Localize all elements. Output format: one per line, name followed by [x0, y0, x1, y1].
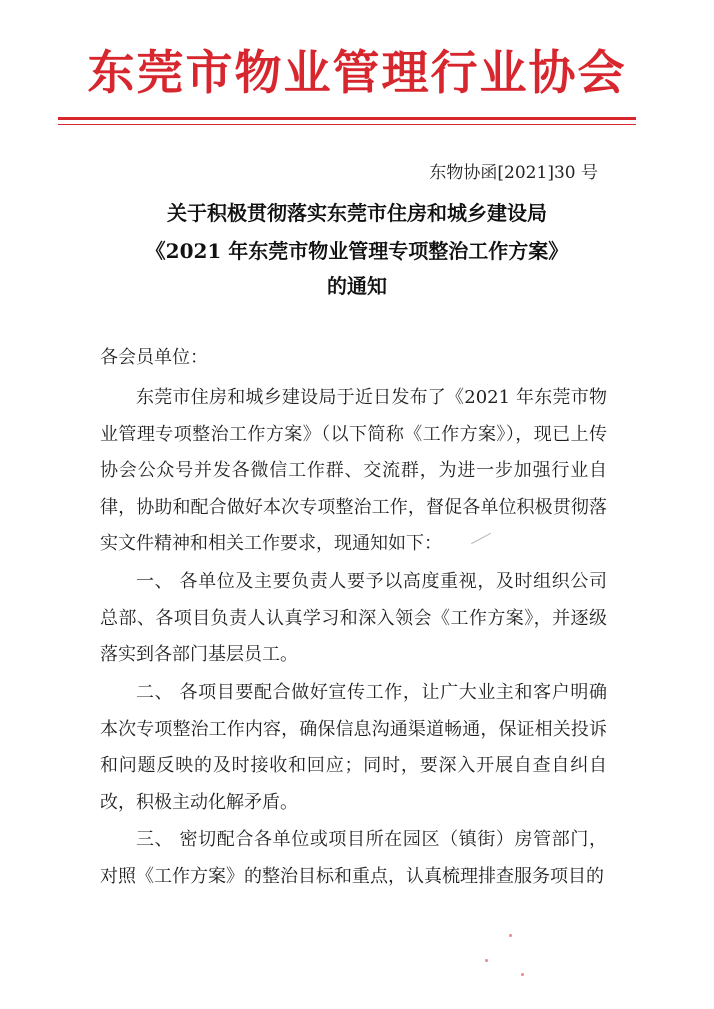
scan-speck — [485, 959, 488, 962]
document-number: 东物协函[2021]30 号 — [429, 163, 598, 183]
document-title-line-1: 关于积极贯彻落实东莞市住房和城乡建设局 — [167, 201, 547, 225]
letterhead-red-rule — [58, 117, 636, 120]
scan-speck — [509, 934, 512, 937]
letterhead-org-name: 东莞市物业管理行业协会 — [87, 46, 627, 101]
salutation: 各会员单位： — [100, 347, 208, 368]
body-paragraph-intro: 东莞市住房和城乡建设局于近日发布了《2021 年东莞市物业管理专项整治工作方案》（以下简称《工作方案》），现已上传协会公众号并发各微信工作群、交流群，为进一步加强行业自律，协助和配合做好本次专项整治工作，督促各单位积极贯彻落实文件精神和相关工作要求，现通知如下： — [100, 387, 607, 554]
body-paragraph-item-1: 一、 各单位及主要负责人要予以高度重视，及时组织公司总部、各项目负责人认真学习和深入领会《工作方案》，并逐级落实到各部门基层员工。 — [100, 571, 607, 665]
document-title-line-2: 《2021 年东莞市物业管理专项整治工作方案》 — [145, 239, 569, 263]
body-paragraph-item-2: 二、 各项目要配合做好宣传工作，让广大业主和客户明确本次专项整治工作内容，确保信息沟通渠道畅通，保证相关投诉和问题反映的及时接收和回应；同时，要深入开展自查自纠自改，积极主动化解矛盾。 — [100, 682, 607, 813]
scan-speck — [521, 973, 524, 976]
document-title-line-3: 的通知 — [327, 274, 387, 298]
letterhead-red-rule-thin — [58, 124, 636, 125]
body-paragraph-item-3: 三、 密切配合各单位或项目所在园区（镇街）房管部门，对照《工作方案》的整治目标和重点，认真梳理排查服务项目的 — [100, 829, 607, 887]
